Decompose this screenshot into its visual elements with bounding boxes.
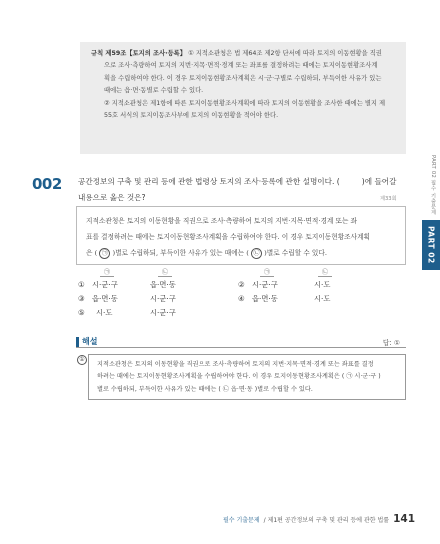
choice-header-a: ㉠ [100,267,114,277]
question-source: 제33회 [380,196,397,202]
question-number: 002 [32,175,62,193]
passage-line: 지적소관청은 토지의 이동현황을 직권으로 조사·측량하여 토지의 지번·지목·면적·경계 또는 좌 [86,217,357,225]
page-number: 141 [393,513,415,525]
choice-header-b: ㉡ [318,267,332,277]
passage-box [76,206,406,265]
page-footer [223,513,415,525]
side-subtitle: PART 02 필수 기출문제 [430,155,436,215]
choice-header-b: ㉡ [158,267,172,277]
question-text: 공간정보의 구축 및 관리 등에 관한 법령상 토지의 조사·등록에 관한 설명이다. ( )에 들어갈 내용으로 옳은 것은? [78,177,397,202]
answer-value: 답: ① [382,339,400,347]
rule-line: 규칙 제59조【토지의 조사·등록】 ① 지적소관청은 법 제64조 제2항 단서에 따라 토지의 이동현황을 직권 [91,50,382,57]
explanation-line: 별로 수립하되, 부득이한 사유가 있는 때에는 ( ㉡ 읍·면·동 )별로 수립할 수 있다. [97,385,313,393]
rule-line: 획을 수립하여야 한다. 이 경우 토지이동현황조사계획은 시·군·구별로 수립하되, 부득이한 사유가 있는 [104,74,382,82]
footer-chapter: / 제1편 공간정보의 구축 및 관리 등에 관한 법률 [263,517,390,524]
explanation-line: 하려는 때에는 토지이동현황조사계획을 수립하여야 한다. 이 경우 토지이동현황조사계획은 ( ㉠ 시·군·구 ) [97,373,381,381]
answer-bar [76,337,79,347]
answer-label: 해설 [82,337,98,346]
rule-line: ② 지적소관청은 제1항에 따른 토지이동현황조사계획에 따라 토지의 이동현황을 조사한 때에는 별지 제 [104,99,386,107]
passage-line: 은 ( ㉠ )별로 수립하되, 부득이한 사유가 있는 때에는 ( ㉡ )별로 수립할 수 있다. [86,249,327,257]
explanation-line: 지적소관청은 토지의 이동현황을 직권으로 조사·측량하여 토지의 지번·지목·면적·경계 또는 좌표를 결정 [97,361,374,368]
blank-a-marker: ㉠ [99,248,110,259]
rule-box [80,42,406,154]
explanation-marker: ① [77,355,87,365]
part-tab[interactable]: PART 02 [422,220,440,270]
passage-line: 표를 결정하려는 때에는 토지이동현황조사계획을 수립하여야 한다. 이 경우 토지이동현황조사계획 [86,233,370,241]
rule-line: 55호 서식의 토지이동조사부에 토지의 이동현황을 적어야 한다. [104,112,279,120]
answer-header [76,336,406,348]
explanation-box [88,354,406,400]
rule-line: 으로 조사·측량하여 토지의 지번·지목·면적·경계 또는 좌표를 결정하려는 때에는 토지이동현황조사계 [104,62,378,70]
blank-b-marker: ㉡ [251,248,262,259]
rule-line: 때에는 읍·면·동별로 수립할 수 있다. [104,87,204,95]
footer-section: 필수 기출문제 [222,517,260,524]
choice-header-a: ㉠ [260,267,274,277]
rule-title: 규칙 제59조【토지의 조사·등록】 [91,50,187,57]
